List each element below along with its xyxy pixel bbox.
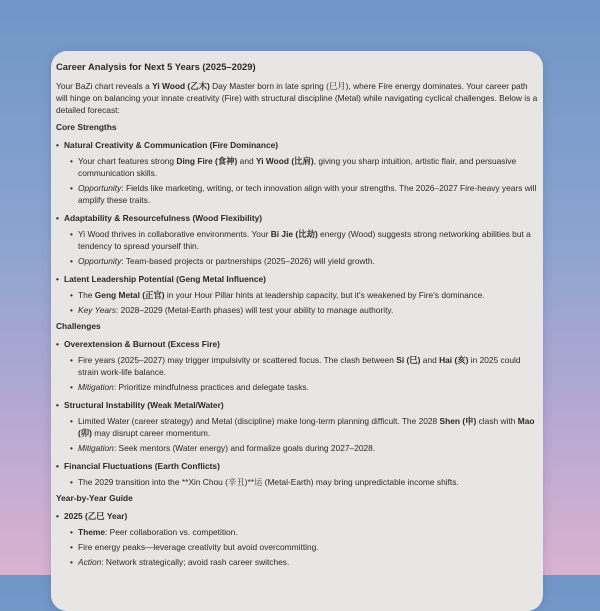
list-sub-item: • Key Years: 2028–2029 (Metal-Earth phases) will test your ability to manage authority.: [70, 305, 394, 315]
page-title: Career Analysis for Next 5 Years (2025–2029): [56, 61, 256, 72]
list-sub-item: • Opportunity: Fields like marketing, writing, or tech innovation align with your strengths. The 2026–2027 Fire-heavy years will amplify these traits.: [70, 183, 537, 205]
list-sub-item: • Theme: Peer collaboration vs. competition.: [70, 527, 238, 537]
list-item-title: Structural Instability (Weak Metal/Water): [64, 400, 224, 410]
list-sub-item: • Yi Wood thrives in collaborative environments. Your Bi Jie (比劫) energy (Wood) suggests strong networking abilities but a tendency to spread yourself thin.: [70, 229, 531, 251]
list-sub-item: • Action: Network strategically; avoid rash career switches.: [70, 557, 290, 567]
response-content: [51, 51, 543, 568]
list-item-title: Adaptability & Resourcefulness (Wood Flexibility): [64, 213, 263, 223]
response-card: [51, 51, 543, 611]
list-item: • Overextension & Burnout (Excess Fire): [56, 339, 220, 349]
list-sub-item: • The Geng Metal (正官) in your Hour Pillar hints at leadership capacity, but it's weakened by Fire's dominance.: [70, 290, 485, 300]
list-sub-item: • Fire years (2025–2027) may trigger impulsivity or scattered focus. The clash between Si (巳) and Hai (亥) in 2025 could strain work-life balance.: [70, 355, 521, 377]
list-item-title: Financial Fluctuations (Earth Conflicts): [64, 461, 220, 471]
list-item-title: Natural Creativity & Communication (Fire Dominance): [64, 140, 279, 150]
list-sub-item: • Mitigation: Seek mentors (Water energy) and formalize goals during 2027–2028.: [70, 443, 376, 453]
list-item: • 2025 (乙巳 Year): [56, 511, 128, 521]
list-sub-item: • Fire energy peaks—leverage creativity but avoid overcommitting.: [70, 542, 319, 552]
list-item: • Latent Leadership Potential (Geng Metal Influence): [56, 274, 266, 284]
list-item: • Financial Fluctuations (Earth Conflicts): [56, 461, 220, 471]
list-item: • Adaptability & Resourcefulness (Wood Flexibility): [56, 213, 263, 223]
intro-paragraph: [56, 80, 538, 116]
list-item-title: Latent Leadership Potential (Geng Metal Influence): [64, 274, 266, 284]
list-item: • Structural Instability (Weak Metal/Water): [56, 400, 224, 410]
list-sub-item: • The 2029 transition into the **Xin Chou (辛丑)**运 (Metal-Earth) may bring unpredictable income shifts.: [70, 477, 459, 487]
list-sub-item: • Limited Water (career strategy) and Metal (discipline) make long-term planning difficult. The 2028 Shen (申) clash with Mao (卯) may disrupt career momentum.: [70, 416, 535, 438]
list-item: • Natural Creativity & Communication (Fire Dominance): [56, 140, 279, 150]
list-sub-item: • Mitigation: Prioritize mindfulness practices and delegate tasks.: [70, 382, 309, 392]
intro-day-master: Yi Wood (乙木): [152, 81, 210, 91]
list-sub-item: • Your chart features strong Ding Fire (食神) and Yi Wood (比肩), giving you sharp intuition, artistic flair, and persuasive communication skills.: [70, 156, 517, 178]
intro-text-a: Your BaZi chart reveals a: [56, 81, 153, 91]
list-item-title: Overextension & Burnout (Excess Fire): [64, 339, 220, 349]
intro-text-c: Day Master born in late spring (巳月), where Fire energy dominates. Your career path will hinge on balancing your innate creativity (Fire) with structural discipline (Metal) while navigating cyclical challenges. Below is a detailed forecast:: [56, 81, 538, 115]
list-sub-item: • Opportunity: Team-based projects or partnerships (2025–2026) will yield growth.: [70, 256, 375, 266]
section-challenges: Challenges: [56, 321, 101, 331]
section-year-by-year: Year-by-Year Guide: [56, 493, 133, 503]
list-item-title: 2025 (乙巳 Year): [64, 511, 128, 521]
section-core-strengths: Core Strengths: [56, 122, 117, 132]
